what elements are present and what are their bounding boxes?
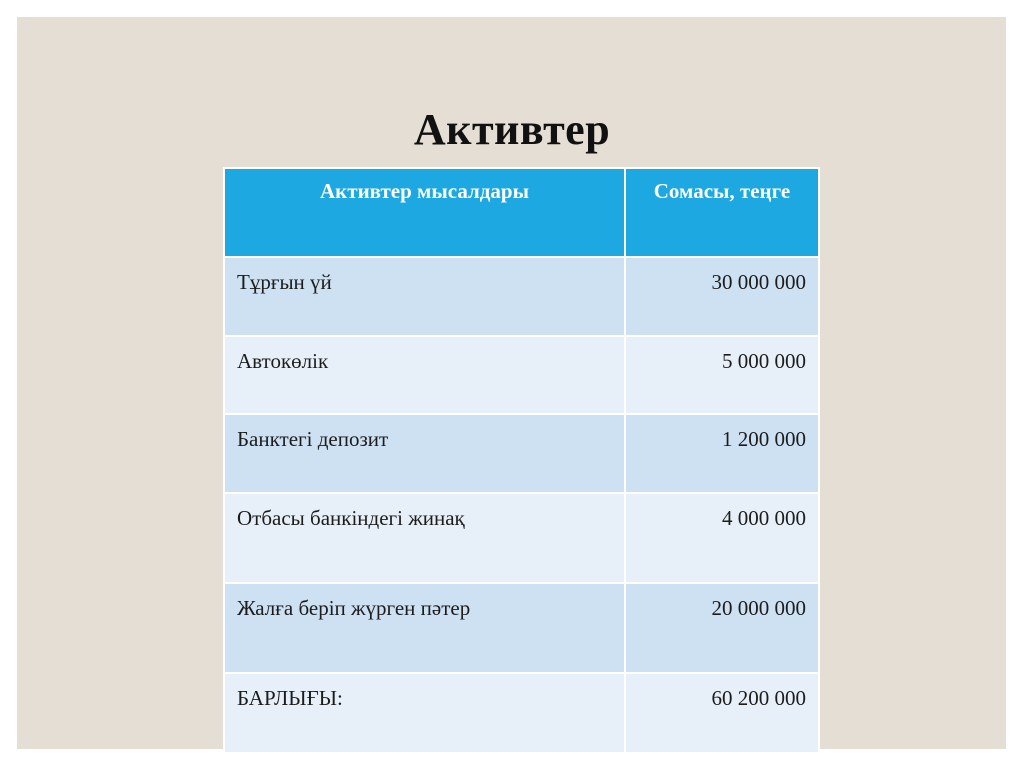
column-header-asset-examples: Активтер мысалдары (224, 168, 625, 257)
table-row (224, 493, 819, 583)
asset-amount-cell: 20 000 000 (625, 583, 819, 673)
asset-name-cell: Отбасы банкіндегі жинақ (224, 493, 625, 583)
table-row (224, 583, 819, 673)
column-header-amount: Сомасы, теңге (625, 168, 819, 257)
asset-amount-cell: 1 200 000 (625, 414, 819, 493)
asset-amount-cell: 5 000 000 (625, 336, 819, 414)
slide-title: Активтер (413, 105, 611, 154)
assets-table (223, 167, 820, 754)
asset-name-cell: Банктегі депозит (224, 414, 625, 493)
asset-amount-cell: 4 000 000 (625, 493, 819, 583)
table-header-row (224, 168, 819, 257)
asset-name-cell: Автокөлік (224, 336, 625, 414)
total-amount-cell: 60 200 000 (625, 673, 819, 753)
asset-name-cell: Тұрғын үй (224, 257, 625, 336)
total-label-cell: БАРЛЫҒЫ: (224, 673, 625, 753)
table-row (224, 336, 819, 414)
asset-amount-cell: 30 000 000 (625, 257, 819, 336)
total-row (224, 673, 819, 753)
table-row (224, 414, 819, 493)
table-row (224, 257, 819, 336)
asset-name-cell: Жалға беріп жүрген пәтер (224, 583, 625, 673)
